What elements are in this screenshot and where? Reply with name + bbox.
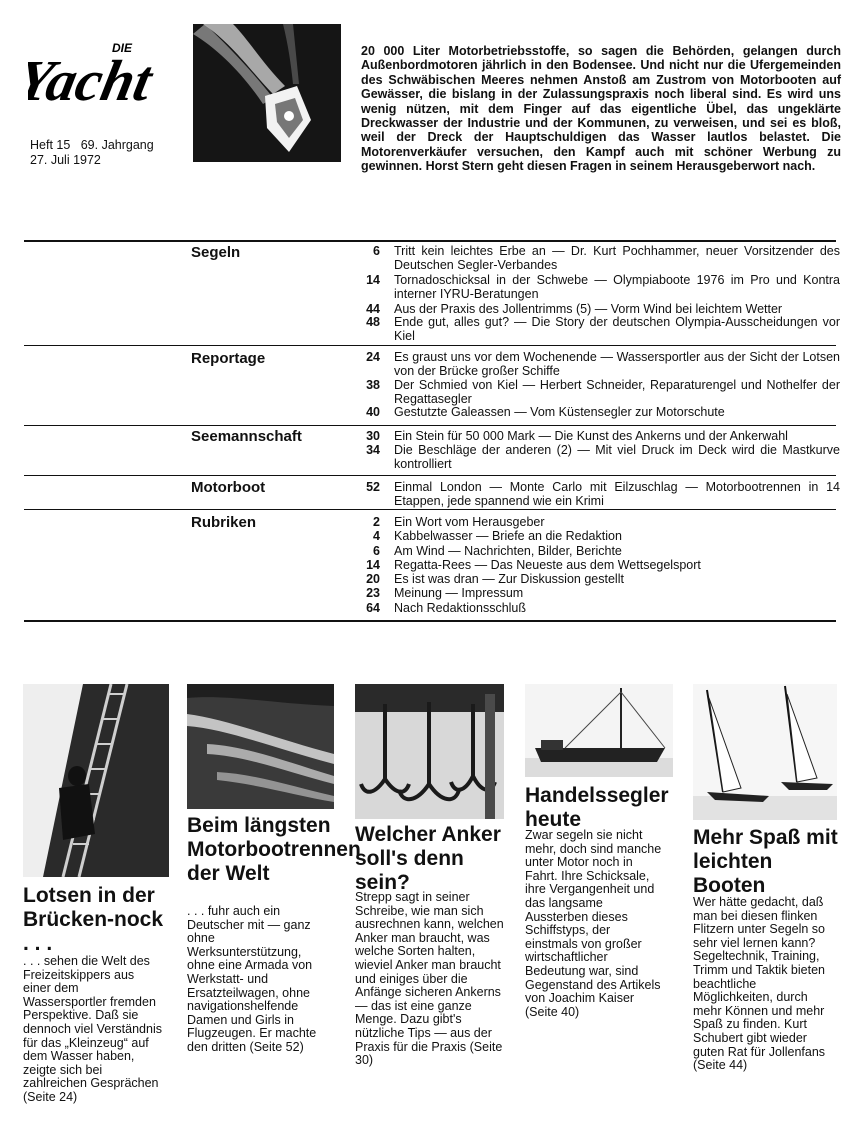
toc-page: 6 bbox=[373, 244, 380, 258]
powerboat-race-photo bbox=[187, 684, 334, 809]
feature-title-motorbootrennen: Beim längsten Motorbootrennen der Welt bbox=[187, 814, 361, 885]
toc-text: Tritt kein leichtes Erbe an — Dr. Kurt Pochhammer, neuer Vorsitzender des Deutschen Segler-Verbandes bbox=[394, 244, 840, 272]
issue-info bbox=[30, 138, 154, 168]
toc-page: 6 bbox=[373, 544, 380, 558]
pilot-ladder-photo bbox=[23, 684, 169, 877]
toc-text: Ende gut, alles gut? — Die Story der deutschen Olympia-Ausscheidungen vor Kiel bbox=[394, 315, 840, 343]
toc-text: Kabbelwasser — Briefe an die Redaktion bbox=[394, 529, 622, 543]
toc-text: Aus der Praxis des Jollentrimms (5) — Vorm Wind bei leichtem Wetter bbox=[394, 302, 783, 316]
feature-title-handelssegler: Handelssegler heute bbox=[525, 784, 669, 831]
feature-text-anker: Strepp sagt in seiner Schreibe, wie man sich ausrechnen kann, welchen Anker man braucht, was welche Sorten halten, wieviel Anker man braucht und einiges über die Anfänge sicheren Ankerns — das ist eine ganze Menge. Dazu gibt's nützliche Tips — aus der Praxis für die Praxis (Seite 30) bbox=[355, 890, 504, 1068]
toc-section-seemannschaft: Seemannschaft bbox=[191, 428, 302, 445]
feature-text-motorbootrennen: . . . fuhr auch ein Deutscher mit — ganz ohne Werksunterstützung, ohne eine Armada von Werkstatt- und Ersatzteilwagen, ohne navigationshelfende Damen und Girls in Flugzeugen. Er machte den dritten (Seite 52) bbox=[187, 904, 317, 1054]
toc-page: 2 bbox=[373, 515, 380, 529]
issue-date: 27. Juli 1972 bbox=[30, 153, 101, 167]
feature-title-mehr-spass: Mehr Spaß mit leichten Booten bbox=[693, 826, 838, 897]
toc-section-reportage: Reportage bbox=[191, 350, 266, 367]
toc-text: Meinung — Impressum bbox=[394, 586, 524, 600]
toc-page: 34 bbox=[366, 443, 380, 457]
toc-page: 23 bbox=[366, 586, 380, 600]
toc-page: 4 bbox=[373, 529, 380, 543]
toc-section-motorboot: Motorboot bbox=[191, 479, 266, 496]
divider-top bbox=[24, 240, 836, 242]
yacht-logo bbox=[28, 22, 178, 132]
logo-small-text: DIE bbox=[112, 41, 133, 55]
toc-text: Tornadoschicksal in der Schwebe — Olympiaboote 1976 im Pro und Kontra interner IYRU-Beratungen bbox=[394, 273, 840, 301]
toc-page: 20 bbox=[366, 572, 380, 586]
toc-page: 14 bbox=[366, 558, 380, 572]
toc-text: Die Beschläge der anderen (2) — Mit viel Druck im Deck wird die Mastkurve kontrolliert bbox=[394, 443, 840, 471]
toc-page: 52 bbox=[366, 480, 380, 494]
feature-text-mehr-spass: Wer hätte gedacht, daß man bei diesen flinken Flitzern unter Segeln so sehr viel lernen kann? Segeltechnik, Training, Trimm und Taktik bieten beachtliche Möglichkeiten, durch mehr Können und mehr Spaß zu finden. Kurt Schubert gibt wieder guten Rat für Jollenfans (Seite 44) bbox=[693, 895, 826, 1073]
anchors-photo bbox=[355, 684, 504, 819]
toc-page: 64 bbox=[366, 601, 380, 615]
toc-text: Es graust uns vor dem Wochenende — Wassersportler aus der Sicht der Lotsen von der Brücke großer Schiffe bbox=[394, 350, 840, 378]
toc-section-segeln: Segeln bbox=[191, 244, 241, 261]
feature-title-lotsen: Lotsen in der Brücken-nock . . . bbox=[23, 884, 164, 955]
dinghies-photo bbox=[693, 684, 837, 820]
feature-text-handelssegler: Zwar segeln sie nicht mehr, doch sind manche unter Motor noch in Fahrt. Ihre Schicksale, ihre Vergangenheit und das langsame Aussterben dieses Schiffstyps, der einstmals von großer wirtschaftlicher Bedeutung war, sind Gegenstand des Artikels von Joachim Kaiser (Seite 40) bbox=[525, 828, 662, 1019]
toc-page: 40 bbox=[366, 405, 380, 419]
divider-seemannschaft bbox=[24, 475, 836, 476]
toc-page: 48 bbox=[366, 315, 380, 329]
toc-text: Es ist was dran — Zur Diskussion gestellt bbox=[394, 572, 624, 586]
issue-number-volume: Heft 15 69. Jahrgang bbox=[30, 138, 154, 152]
feature-text-lotsen: . . . sehen die Welt des Freizeitskippers aus einer dem Wassersportler fremden Perspektive. Daß sie dennoch viel Verständnis für das „Kleinzeug“ auf dem Wasser haben, zeigte sich bei zahlreichen Gesprächen (Seite 24) bbox=[23, 954, 162, 1104]
motorboat-aerial-photo bbox=[193, 24, 341, 162]
editorial-intro: 20 000 Liter Motorbetriebsstoffe, so sagen die Behörden, gelangen durch Außenbordmotoren jährlich in den Bodensee. Und nicht nur die Ufergemeinden des Schwäbischen Meeres nehmen Anstoß am Zustrom von Motorbooten auf Gewässer, die bislang in der Zulassungspraxis noch liberal sind. Es wird uns wenig nützen, mit dem Finger auf das eigentliche Übel, das ungeklärte Dreckwasser der Industrie und der Kommunen, zu verweisen, und sei es bloß, weil der Dreck der Hauptschuldigen das Wasser lautlos belastet. Die Motorenverkäufer versuchen, den Kampf auch mit schöner Werbung zu gewinnen. Horst Stern geht diesen Fragen in seinem Herausgeberwort nach. bbox=[361, 44, 841, 174]
toc-page: 38 bbox=[366, 378, 380, 392]
toc-text: Am Wind — Nachrichten, Bilder, Berichte bbox=[394, 544, 622, 558]
feature-title-anker: Welcher Anker soll's denn sein? bbox=[355, 823, 501, 894]
divider-reportage bbox=[24, 425, 836, 426]
toc-text: Regatta-Rees — Das Neueste aus dem Wettsegelsport bbox=[394, 558, 701, 572]
cargo-ship-photo bbox=[525, 684, 673, 777]
toc-section-rubriken: Rubriken bbox=[191, 514, 257, 531]
divider-bottom bbox=[24, 620, 836, 622]
toc-page: 30 bbox=[366, 429, 380, 443]
divider-segeln bbox=[24, 345, 836, 346]
toc-page: 14 bbox=[366, 273, 380, 287]
divider-motorboot bbox=[24, 509, 836, 510]
toc-page: 24 bbox=[366, 350, 380, 364]
toc-text: Gestutzte Galeassen — Vom Küstensegler zur Motorschute bbox=[394, 405, 725, 419]
toc-text: Der Schmied von Kiel — Herbert Schneider, Reparaturengel und Nothelfer der Regattasegler bbox=[394, 378, 840, 406]
toc-text: Nach Redaktionsschluß bbox=[394, 601, 527, 615]
logo-main-text: Yacht bbox=[28, 48, 158, 113]
toc-text: Einmal London — Monte Carlo mit Eilzuschlag — Motorbootrennen in 14 Etappen, jede spannend wie ein Krimi bbox=[394, 480, 840, 508]
toc-text: Ein Stein für 50 000 Mark — Die Kunst des Ankerns und der Ankerwahl bbox=[394, 429, 788, 443]
toc-text: Ein Wort vom Herausgeber bbox=[394, 515, 545, 529]
toc-page: 44 bbox=[366, 302, 380, 316]
